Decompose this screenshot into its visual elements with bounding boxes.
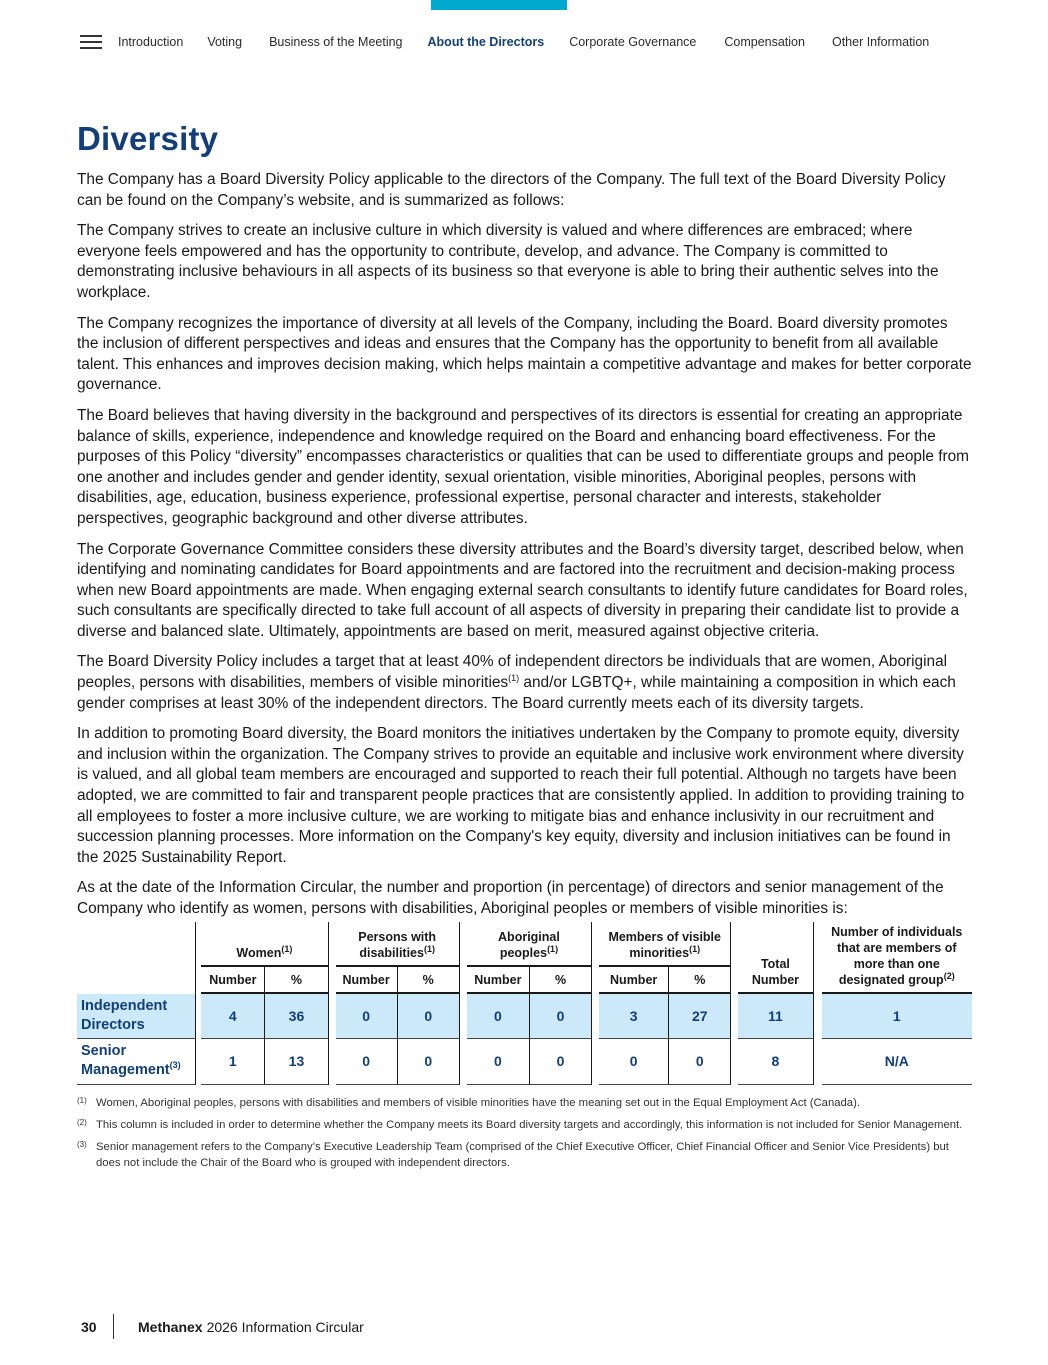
header-total-number: Total Number xyxy=(738,922,812,994)
document-title: 2026 Information Circular xyxy=(206,1318,364,1335)
page-footer xyxy=(81,1314,364,1339)
subheader-percent: % xyxy=(529,967,591,993)
cell-multiple-groups: 1 xyxy=(822,994,972,1039)
subheader-percent: % xyxy=(397,967,459,993)
cell-visible-minorities-number: 3 xyxy=(599,994,668,1039)
cell-disabilities-percent: 0 xyxy=(397,994,459,1039)
diversity-target-paragraph: The Board Diversity Policy includes a target that at least 40% of independent directors be individuals that are women, Aboriginal peoples, persons with disabilities, members of visible minorities$^{(1)}$ and/or LGBTQ+, while maintaining a composition in which each gender comprises at least 30% of the independent directors. The Board currently meets each of its diversity targets. xyxy=(77,653,956,712)
cell-visible-minorities-percent: 27 xyxy=(668,994,730,1039)
row-label: Senior Management$^{(3)}$ xyxy=(77,1039,195,1085)
subheader-number: Number xyxy=(467,967,529,993)
cell-disabilities-percent: 0 xyxy=(397,1039,459,1085)
cell-aboriginal-percent: 0 xyxy=(529,994,591,1039)
header-aboriginal-peoples: Aboriginal peoples$^{(1)}$ xyxy=(467,922,591,968)
main-content xyxy=(77,120,972,1177)
paragraph: The Company strives to create an inclusive culture in which diversity is valued and where differences are embraced; where everyone feels empowered and has the opportunity to contribute, develop, and advance. The Company is committed to demonstrating inclusive behaviours in all aspects of its business so that everyone is able to bring their authentic selves into the workplace. xyxy=(77,222,939,301)
active-section-accent-bar xyxy=(431,0,567,10)
paragraph: The Company has a Board Diversity Policy applicable to the directors of the Company. The full text of the Board Diversity Policy can be found on the Company’s website, and is summarized as follows: xyxy=(77,171,946,209)
empty-header xyxy=(77,922,195,994)
cell-disabilities-number: 0 xyxy=(336,1039,397,1085)
cell-multiple-groups: N/A xyxy=(822,1039,972,1085)
cell-visible-minorities-number: 0 xyxy=(599,1039,668,1085)
cell-aboriginal-percent: 0 xyxy=(529,1039,591,1085)
paragraph: The Corporate Governance Committee considers these diversity attributes and the Board’s diversity target, described below, when identifying and nominating candidates for Board appointments and are factored into the recruitment and decision-making process when new Board appointments are made. When engaging external search consultants to identify future candidates for Board roles, such consultants are specifically directed to take full account of all aspects of diversity in preparing their candidate list to provide a diverse and balanced slate. Ultimately, appointments are based on merit, measured against objective criteria. xyxy=(77,540,968,640)
header-women: Women$^{(1)}$ xyxy=(201,922,327,968)
paragraph: The Company recognizes the importance of diversity at all levels of the Company, including the Board. Board diversity promotes the inclusion of different perspectives and ideas and ensures that the Company has the opportunity to benefit from all available talent. This enhances and improves decision making, which helps maintain a competitive advantage and makes for better corporate governance. xyxy=(77,314,972,394)
page-title: Diversity xyxy=(77,120,219,157)
paragraph: In addition to promoting Board diversity, the Board monitors the initiatives undertaken by the Company to promote equity, diversity and inclusion within the organization. The Company strives to provide an equitable and inclusive work environment where diversity is valued, and all global team members are encouraged and supported to reach their full potential. Although no targets have been adopted, we are committed to fair and transparent people practices that are consistently applied. In addition to providing training to all employees to foster a more inclusive culture, we are working to mitigate bias and enhance inclusivity in our recruitment and succession planning processes. More information on the Company's key equity, diversity and inclusion initiatives can be found in the 2025 Sustainability Report. xyxy=(77,725,965,866)
cell-disabilities-number: 0 xyxy=(336,994,397,1039)
nav-other-information[interactable]: Other Information xyxy=(831,35,930,49)
cell-women-number: 1 xyxy=(201,1039,264,1085)
table-row-independent-directors xyxy=(77,994,972,1039)
nav-business-of-the-meeting[interactable]: Business of the Meeting xyxy=(269,35,403,49)
nav-compensation[interactable]: Compensation xyxy=(724,35,805,49)
diversity-table xyxy=(77,922,972,1085)
page-number: 30 xyxy=(81,1318,97,1335)
subheader-percent: % xyxy=(668,967,730,993)
paragraph: The Board believes that having diversity in the background and perspectives of its directors is essential for creating an appropriate balance of skills, experience, independence and knowledge required on the Board and enhancing board effectiveness. For the purposes of this Policy “diversity” encompasses characteristics or qualities that can be used to differentiate groups and people from one another and includes gender and gender identity, sexual orientation, visible minorities, Aboriginal peoples, persons with disabilities, age, education, business experience, professional expertise, personal character and interests, stakeholder perspectives, geographic background and other diverse attributes. xyxy=(77,406,969,527)
footnote-ref: (1) xyxy=(508,672,520,683)
nav-about-the-directors[interactable]: About the Directors xyxy=(427,35,545,49)
header-persons-with-disabilities: Persons with disabilities$^{(1)}$ xyxy=(336,922,459,968)
hamburger-menu-icon[interactable] xyxy=(80,35,102,49)
table-row-senior-management xyxy=(77,1039,972,1085)
nav-corporate-governance[interactable]: Corporate Governance xyxy=(569,35,697,49)
cell-aboriginal-number: 0 xyxy=(467,1039,529,1085)
subheader-number: Number xyxy=(599,967,668,993)
cell-women-percent: 13 xyxy=(264,1039,327,1085)
header-multiple-groups: Number of individuals that are members of more than one designated group$^{(2)}$ xyxy=(822,922,972,994)
subheader-number: Number xyxy=(201,967,264,993)
nav-introduction[interactable]: Introduction xyxy=(118,35,184,49)
section-nav xyxy=(80,32,988,52)
footnote-2: (2) This column is included in order to determine whether the Company meets its Board diversity targets and accordingly, this information is not included for Senior Management. xyxy=(77,1117,963,1131)
cell-total-number: 11 xyxy=(738,994,812,1039)
row-label: Independent Directors xyxy=(77,994,195,1039)
footer-divider xyxy=(113,1314,114,1339)
cell-aboriginal-number: 0 xyxy=(467,994,529,1039)
footnote-3: (3) Senior management refers to the Company’s Executive Leadership Team (comprised of the Chief Executive Officer, Chief Financial Officer and Senior Vice Presidents) but does not include the Chair of the Board who is grouped with independent directors. xyxy=(77,1139,949,1169)
brand-name: Methanex xyxy=(138,1318,203,1335)
header-visible-minorities: Members of visible minorities$^{(1)}$ xyxy=(599,922,730,968)
cell-women-number: 4 xyxy=(201,994,264,1039)
paragraph: As at the date of the Information Circular, the number and proportion (in percentage) of directors and senior management of the Company who identify as women, persons with disabilities, Aboriginal peoples or members of visible minorities is: xyxy=(77,879,944,917)
cell-visible-minorities-percent: 0 xyxy=(668,1039,730,1085)
subheader-percent: % xyxy=(264,967,327,993)
cell-total-number: 8 xyxy=(738,1039,812,1085)
footnotes xyxy=(77,1095,972,1171)
nav-voting[interactable]: Voting xyxy=(207,35,243,49)
cell-women-percent: 36 xyxy=(264,994,327,1039)
subheader-number: Number xyxy=(336,967,397,993)
footnote-1: (1) Women, Aboriginal peoples, persons with disabilities and members of visible minorities have the meaning set out in the Equal Employment Act (Canada). xyxy=(77,1095,860,1109)
